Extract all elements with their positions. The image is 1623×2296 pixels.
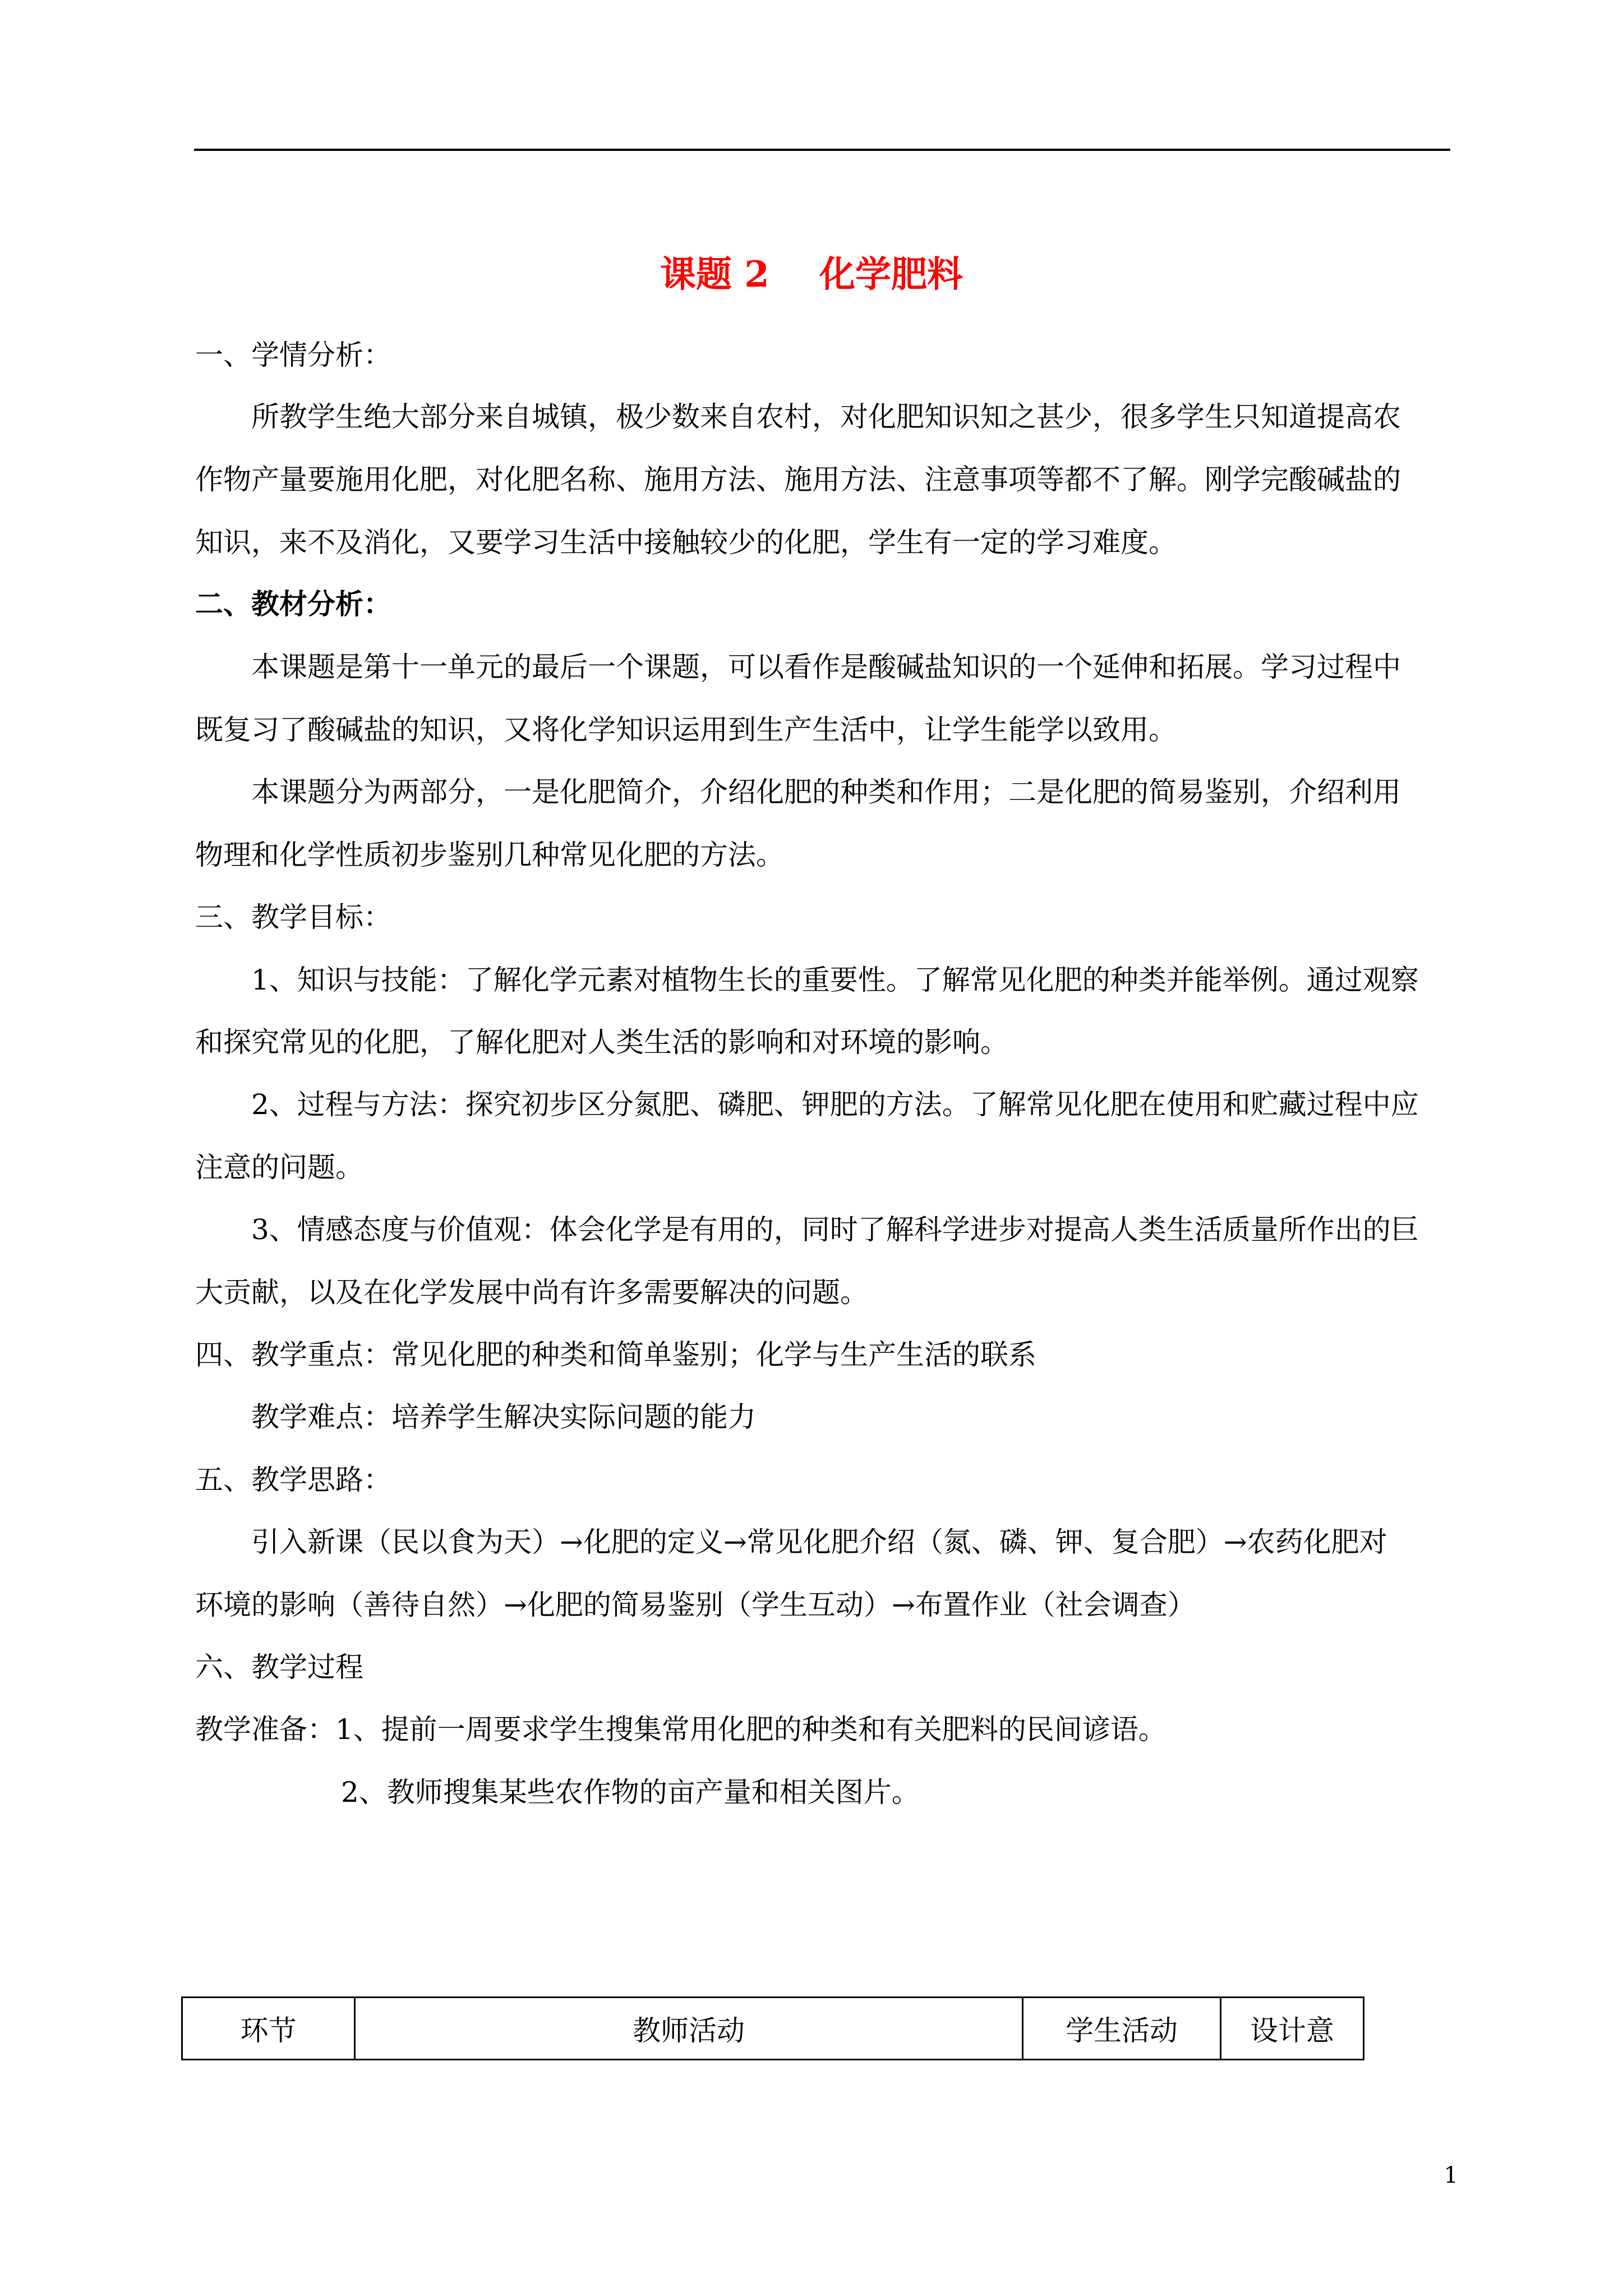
paragraph-line: 环境的影响（善待自然）→化肥的简易鉴别（学生互动）→布置作业（社会调查）	[195, 1589, 1196, 1621]
paragraph-line: 作物产量要施用化肥，对化肥名称、施用方法、施用方法、注意事项等都不了解。刚学完酸碱盐的	[195, 463, 1401, 496]
paragraph-line: 知识，来不及消化，又要学习生活中接触较少的化肥，学生有一定的学习难度。	[195, 526, 1177, 559]
paragraph-line: 本课题分为两部分，一是化肥简介，介绍化肥的种类和作用；二是化肥的简易鉴别，介绍利用	[251, 776, 1401, 808]
document-title: 课题 2 化学肥料	[660, 254, 963, 296]
section-heading: 二、教材分析：	[195, 587, 391, 620]
paragraph-line: 1、知识与技能：了解化学元素对植物生长的重要性。了解常见化肥的种类并能举例。通过观察	[251, 964, 1419, 996]
paragraph-line: 引入新课（民以食为天）→化肥的定义→常见化肥介绍（氮、磷、钾、复合肥）→农药化肥对	[251, 1526, 1387, 1558]
page-number: 1	[1444, 2162, 1458, 2188]
paragraph-line: 所教学生绝大部分来自城镇，极少数来自农村，对化肥知识知之甚少，很多学生只知道提高农	[251, 401, 1401, 433]
paragraph-line: 既复习了酸碱盐的知识，又将化学知识运用到生产生活中，让学生能学以致用。	[195, 714, 1177, 746]
paragraph-line: 注意的问题。	[195, 1151, 363, 1184]
header-rule	[194, 149, 1450, 151]
section-heading: 一、学情分析：	[195, 339, 391, 371]
paragraph-line: 大贡献，以及在化学发展中尚有许多需要解决的问题。	[195, 1276, 868, 1309]
paragraph-line: 3、情感态度与价值观：体会化学是有用的，同时了解科学进步对提高人类生活质量所作出的巨	[251, 1213, 1419, 1246]
paragraph-line: 教学难点：培养学生解决实际问题的能力	[251, 1401, 756, 1433]
paragraph-line: 2、教师搜集某些农作物的亩产量和相关图片。	[341, 1776, 920, 1809]
table-header-cell: 学生活动	[1023, 1998, 1221, 2060]
lesson-plan-table	[181, 1996, 1364, 2060]
paragraph-line: 本课题是第十一单元的最后一个课题，可以看作是酸碱盐知识的一个延伸和拓展。学习过程中	[251, 651, 1401, 683]
section-heading: 三、教学目标：	[195, 901, 391, 933]
section-heading: 六、教学过程	[195, 1651, 363, 1683]
paragraph-line: 和探究常见的化肥，了解化肥对人类生活的影响和对环境的影响。	[195, 1026, 1008, 1059]
paragraph-line: 物理和化学性质初步鉴别几种常见化肥的方法。	[195, 839, 784, 871]
table-header-row	[182, 1998, 1364, 2060]
paragraph-line: 教学准备：1、提前一周要求学生搜集常用化肥的种类和有关肥料的民间谚语。	[195, 1713, 1166, 1746]
section-heading: 四、教学重点：常见化肥的种类和简单鉴别；化学与生产生活的联系	[195, 1338, 1036, 1371]
table-header-cell: 环节	[182, 1998, 355, 2060]
table-header-cell: 设计意	[1221, 1998, 1364, 2060]
table-header-cell: 教师活动	[355, 1998, 1023, 2060]
section-heading: 五、教学思路：	[195, 1464, 391, 1496]
paragraph-line: 2、过程与方法：探究初步区分氮肥、磷肥、钾肥的方法。了解常见化肥在使用和贮藏过程中应	[251, 1088, 1419, 1121]
